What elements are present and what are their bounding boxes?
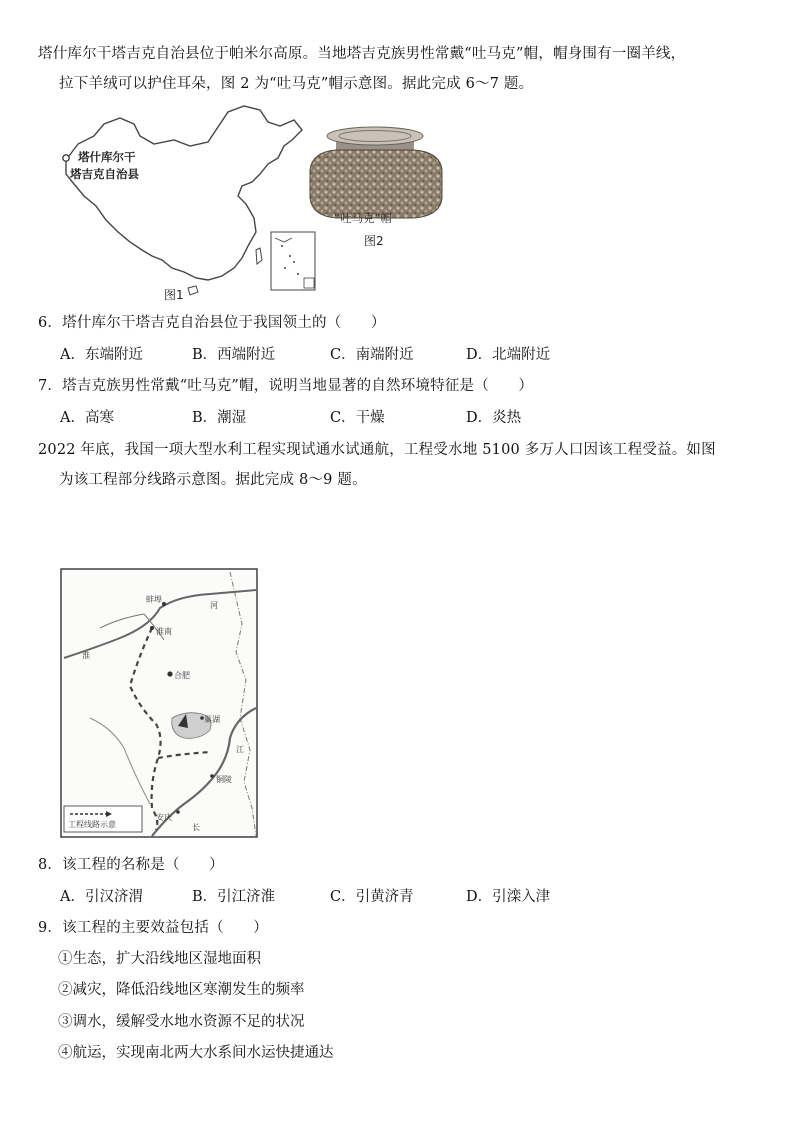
river-label-he: 河: [210, 601, 218, 610]
place-bengbu: 蚌埠: [146, 595, 162, 604]
place-chaohu: 巢湖: [204, 715, 220, 724]
place-anqing: 安庆: [156, 813, 172, 822]
question-7-stem: 7．塔吉克族男性常戴“吐马克”帽，说明当地显著的自然环境特征是（ ）: [38, 378, 534, 394]
q8-option-c[interactable]: C．引黄济青: [330, 889, 414, 905]
china-outline: [66, 106, 302, 280]
river-label-jiang: 江: [236, 745, 244, 754]
passage2-line2: 为该工程部分线路示意图。据此完成 8～9 题。: [59, 472, 367, 488]
place-marker: [210, 774, 214, 778]
place-tongling: 铜陵: [216, 775, 232, 784]
river-label-chang: 长: [192, 823, 200, 832]
inset-dot: [293, 261, 295, 263]
question-8-stem: 8．该工程的名称是（ ）: [38, 857, 224, 873]
county-label-line1: 塔什库尔干: [78, 150, 136, 164]
q9-item-1: ①生态，扩大沿线地区湿地面积: [58, 951, 261, 967]
county-location-marker: [63, 155, 69, 161]
q6-option-b[interactable]: B．西端附近: [192, 347, 276, 363]
q7-option-b[interactable]: B．潮湿: [192, 410, 247, 426]
q8-option-a[interactable]: A．引汉济渭: [60, 889, 143, 905]
route-map-svg: [60, 568, 260, 840]
q9-item-2: ②减灾，降低沿线地区寒潮发生的频率: [58, 982, 305, 998]
q9-item-4: ④航运，实现南北两大水系间水运快捷通达: [58, 1045, 334, 1061]
passage1-line1: 塔什库尔干塔吉克自治县位于帕米尔高原。当地塔吉克族男性常戴“吐马克”帽，帽身围有一圈羊线，: [38, 46, 686, 62]
figure1-caption: 图1: [164, 288, 184, 302]
place-marker: [167, 671, 172, 676]
hat-label: “吐马克”帽: [334, 211, 392, 225]
q9-item-3: ③调水，缓解受水地水资源不足的状况: [58, 1014, 305, 1030]
inset-dot: [281, 245, 283, 247]
passage2-line1: 2022 年底，我国一项大型水利工程实现试通水试通航，工程受水地 5100 多万人口因该工程受益。如图: [38, 442, 716, 458]
place-marker: [150, 626, 154, 630]
place-hefei: 合肥: [174, 671, 190, 680]
hat-figure: [300, 126, 450, 256]
q7-option-a[interactable]: A．高寒: [60, 410, 114, 426]
taiwan-island: [256, 248, 262, 264]
place-marker: [176, 810, 180, 814]
county-label-line2: 塔吉克自治县: [70, 167, 139, 181]
hat-wool-brim: [310, 150, 442, 218]
project-route-map: [60, 568, 260, 840]
hat-top: [327, 127, 423, 145]
figure2-caption: 图2: [364, 234, 384, 248]
inset-dot: [284, 267, 286, 269]
q7-option-d[interactable]: D．炎热: [466, 410, 522, 426]
q6-option-d[interactable]: D．北端附近: [466, 347, 551, 363]
hainan-island: [188, 286, 198, 295]
q8-option-d[interactable]: D．引滦入津: [466, 889, 551, 905]
china-map: [56, 100, 326, 305]
place-huainan: 淮南: [156, 627, 172, 636]
q7-option-c[interactable]: C．干燥: [330, 410, 385, 426]
passage1-line2: 拉下羊绒可以护住耳朵，图 2 为“吐马克”帽示意图。据此完成 6～7 题。: [59, 76, 534, 92]
question-6-stem: 6．塔什库尔干塔吉克自治县位于我国领土的（ ）: [38, 315, 386, 331]
china-map-figure: [56, 100, 326, 305]
q6-option-a[interactable]: A．东端附近: [60, 347, 143, 363]
q8-option-b[interactable]: B．引江济淮: [192, 889, 276, 905]
place-marker: [162, 602, 166, 606]
inset-dot: [297, 273, 299, 275]
legend-label: 工程线路示意: [68, 820, 116, 829]
inset-dot: [289, 255, 291, 257]
q6-option-c[interactable]: C．南端附近: [330, 347, 414, 363]
question-9-stem: 9．该工程的主要效益包括（ ）: [38, 920, 268, 936]
river-label-huai: 淮: [82, 651, 90, 660]
